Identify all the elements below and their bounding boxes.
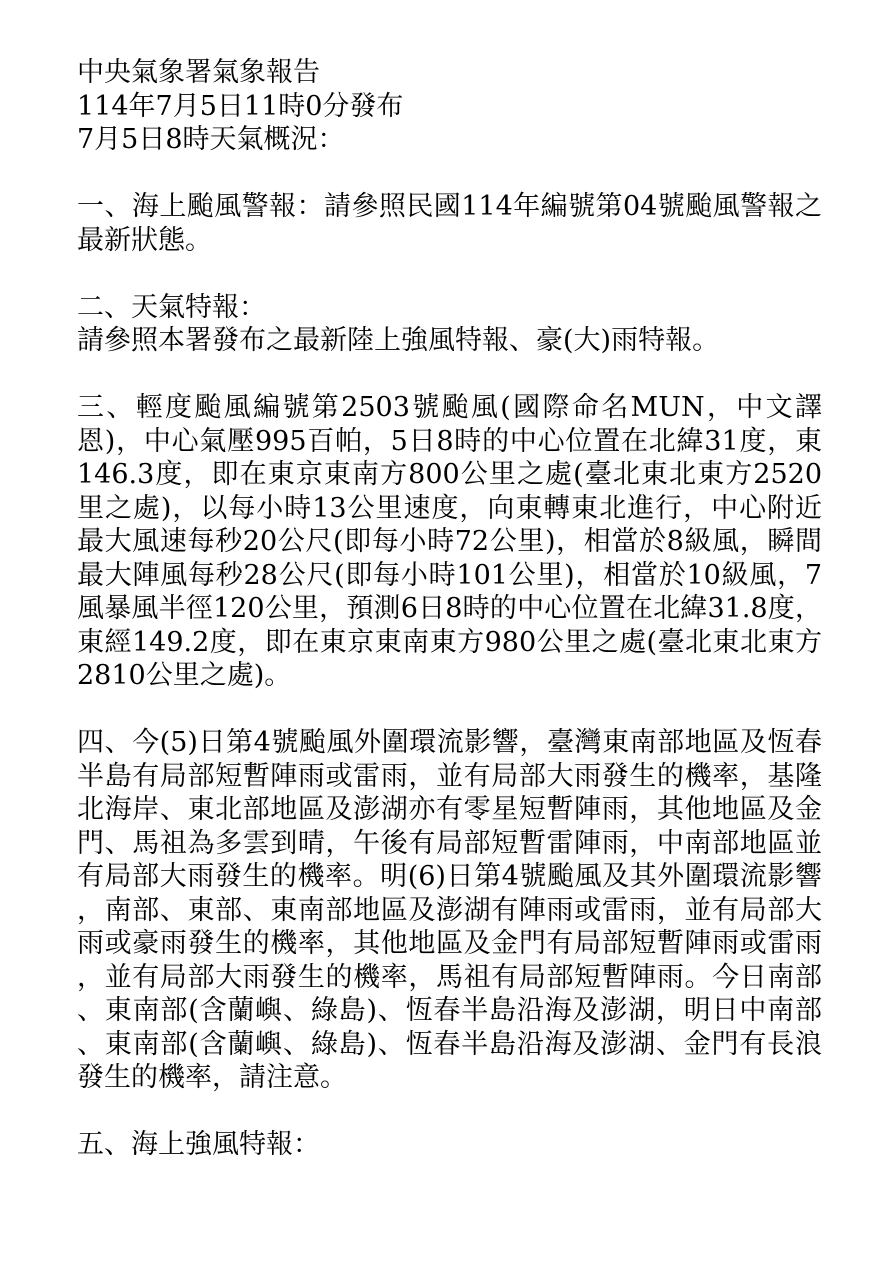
section-line: 門、馬祖為多雲到晴，午後有局部短暫雷陣雨，中南部地區並 [77,827,822,859]
section-line: 一、海上颱風警報：請參照民國114年編號第04號颱風警報之 [77,191,822,222]
section-line: 東經149.2度，即在東京東南東方980公里之處(臺北東北東方 [77,626,822,658]
section-line: 半島有局部短暫陣雨或雷雨，並有局部大雨發生的機率，基隆 [77,760,822,792]
section-line: ，並有局部大雨發生的機率，馬祖有局部短暫陣雨。今日南部 [77,961,822,993]
section-line: 最大風速每秒20公尺(即每小時72公里)，相當於8級風，瞬間 [77,526,822,557]
section-line: 四、今(5)日第4號颱風外圍環流影響，臺灣東南部地區及恆春 [77,727,822,758]
section-line: 、東南部(含蘭嶼、綠島)、恆春半島沿海及澎湖、金門有長浪 [77,1028,822,1060]
section-typhoon-details [77,391,822,693]
section-line: 里之處)，以每小時13公里速度，向東轉東北進行，中心附近 [77,492,822,524]
spacer [77,358,822,392]
spacer [77,157,822,191]
section-weather-forecast [77,726,822,1095]
weather-report-document [77,56,822,1162]
spacer [77,693,822,727]
report-title: 中央氣象署氣象報告 [77,57,320,88]
section-line: 、東南部(含蘭嶼、綠島)、恆春半島沿海及澎湖，明日中南部 [77,995,822,1026]
section-line: 三、輕度颱風編號第2503號颱風(國際命名MUN，中文譯 [77,392,822,423]
section-line: 北海岸、東北部地區及澎湖亦有零星短暫陣雨，其他地區及金 [77,794,822,825]
section-marine-wind-report [77,1128,822,1162]
section-line: 發生的機率，請注意。 [77,1062,347,1093]
section-line: 146.3度，即在東京東南方800公里之處(臺北東北東方2520 [77,459,822,490]
spacer [77,1095,822,1129]
section-line: 2810公里之處)。 [77,660,292,691]
spacer [77,257,822,291]
section-line: 有局部大雨發生的機率。明(6)日第4號颱風及其外圍環流影響 [77,861,822,892]
section-line: ，南部、東部、東南部地區及澎湖有陣雨或雷雨，並有局部大 [77,894,822,926]
section-line: 請參照本署發布之最新陸上強風特報、豪(大)雨特報。 [77,325,720,356]
overview-heading: 7月5日8時天氣概況： [77,124,345,155]
section-line: 風暴風半徑120公里，預測6日8時的中心位置在北緯31.8度， [77,593,822,624]
section-line: 最大陣風每秒28公尺(即每小時101公里)，相當於10級風，7 [77,559,822,591]
section-line: 五、海上強風特報： [77,1129,320,1160]
issue-time: 114年7月5日11時0分發布 [77,90,404,122]
section-typhoon-warning [77,190,822,257]
section-line: 恩)，中心氣壓995百帕，5日8時的中心位置在北緯31度，東 [77,425,822,457]
section-line: 雨或豪雨發生的機率，其他地區及金門有局部短暫陣雨或雷雨 [77,928,822,959]
section-line: 二、天氣特報： [77,291,266,323]
section-weather-special-report [77,291,822,358]
section-line: 最新狀態。 [77,224,212,256]
